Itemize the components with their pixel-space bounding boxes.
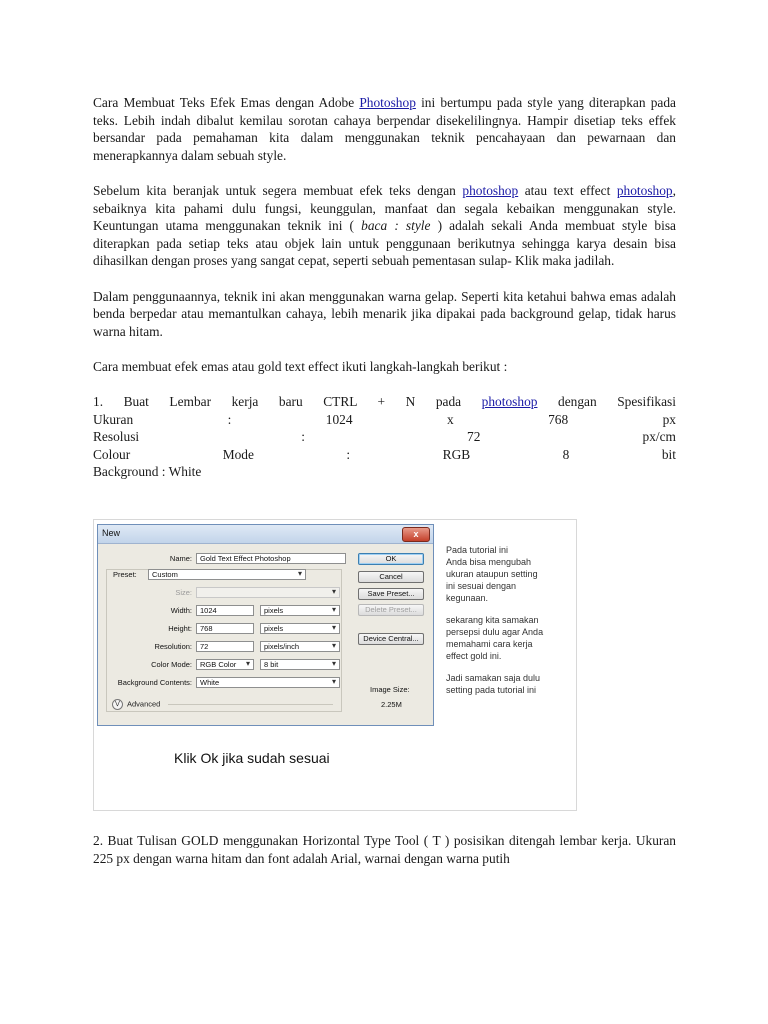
width-unit-select[interactable]: pixels ▾ (260, 605, 340, 616)
text: x (446, 411, 454, 427)
note-line: persepsi dulu agar Anda (446, 627, 544, 637)
paragraph-steps-intro: Cara membuat efek emas atau gold text effect ikuti langkah-langkah berikut : (93, 358, 508, 374)
text: 1. Buat Lembar kerja baru CTRL + N pada (93, 394, 482, 410)
text: ) adalah sekali Anda membuat style bisa diterapkan pada setiap teks atau objek lain untuk penggunaan berikutnya sehingga karya desain bisa dihasilkan dengan proses yang sangat cepat, seperti sebuah pementasan sulap- Klik maka jadilah. (93, 218, 676, 269)
image-size-value: 2.25M (381, 700, 402, 709)
size-label: Size: (175, 588, 192, 597)
color-mode-select[interactable]: RGB Color ▾ (196, 659, 254, 670)
width-input[interactable]: 1024 (196, 605, 254, 616)
chevron-down-icon: ⋁ (112, 699, 123, 710)
step-1 (93, 393, 676, 481)
text: 8 (562, 446, 570, 462)
width-label: Width: (170, 606, 192, 615)
name-label: Name: (169, 554, 192, 563)
text: dengan Spesifikasi (537, 394, 676, 410)
paragraph-style (93, 182, 676, 270)
note-line: setting pada tutorial ini (446, 685, 537, 695)
color-mode-label: Color Mode: (151, 660, 192, 669)
note-line: effect gold ini. (446, 651, 502, 661)
text: Colour (93, 446, 131, 462)
background-label: Background Contents: (117, 678, 192, 687)
preset-select[interactable]: Custom ▾ (148, 569, 306, 580)
close-button[interactable]: x (402, 527, 430, 542)
text: Ukuran (93, 411, 134, 427)
height-unit-select[interactable]: pixels ▾ (260, 623, 340, 634)
note-line: Pada tutorial ini (446, 545, 509, 555)
photoshop-link[interactable]: photoshop (462, 182, 519, 198)
advanced-toggle[interactable] (112, 699, 160, 710)
figure-caption: Klik Ok jika sudah sesuai (174, 750, 330, 766)
note-line: ini sesuai dengan (446, 581, 517, 591)
text: Mode (222, 446, 254, 462)
text: 72 (467, 429, 481, 445)
dialog-titlebar (98, 525, 433, 544)
resolution-input[interactable]: 72 (196, 641, 254, 652)
cancel-button[interactable]: Cancel (358, 571, 424, 583)
paragraph-dark: Dalam penggunaannya, teknik ini akan menggunakan warna gelap. Seperti kita ketahui bahwa emas adalah benda berpedar atau memantulkan cahaya, lebih menarik jika dipakai pada background gelap, tidak harus warna hitam. (93, 288, 676, 339)
new-document-dialog (97, 524, 434, 726)
spec-row-background: Background : White (93, 464, 202, 480)
size-select (196, 587, 340, 598)
device-central-button[interactable]: Device Central... (358, 633, 424, 645)
new-document-screenshot (93, 519, 577, 811)
height-label: Height: (168, 624, 192, 633)
ok-button[interactable]: OK (358, 553, 424, 565)
text: Resolusi (93, 429, 140, 445)
text: bit (661, 446, 676, 462)
background-select[interactable]: White ▾ (196, 677, 340, 688)
height-input[interactable]: 768 (196, 623, 254, 634)
step-1-heading (93, 393, 676, 411)
divider (168, 704, 333, 705)
photoshop-link[interactable]: photoshop (481, 394, 538, 410)
preset-label: Preset: (113, 570, 137, 579)
dialog-title: New (102, 528, 121, 538)
text: : (301, 429, 305, 445)
paragraph-intro (93, 94, 676, 164)
note-line: Jadi samakan saja dulu (446, 673, 541, 683)
bit-depth-select[interactable]: 8 bit ▾ (260, 659, 340, 670)
delete-preset-button: Delete Preset... (358, 604, 424, 616)
text: RGB (442, 446, 471, 462)
article-body (93, 94, 676, 481)
italic-text: baca : style (361, 218, 431, 234)
name-input[interactable]: Gold Text Effect Photoshop (196, 553, 346, 564)
spec-row-colour-mode (93, 446, 676, 464)
save-preset-button[interactable]: Save Preset... (358, 588, 424, 600)
note-line: sekarang kita samakan (446, 615, 539, 625)
note-gap (446, 604, 576, 614)
note-line: ukuran ataupun setting (446, 569, 538, 579)
text: , sebaiknya kita pahami dulu fungsi, keunggulan, manfaat dan segala kebaikan menggunakan style. Keuntungan utama menggunakan teknik ini ( (93, 182, 676, 234)
article-body-continued (93, 832, 676, 867)
image-size-label: Image Size: (370, 685, 410, 694)
spec-row-resolution (93, 428, 676, 446)
text: Cara Membuat Teks Efek Emas dengan Adobe (93, 95, 360, 110)
text: px/cm (642, 429, 676, 445)
text: px (662, 411, 676, 427)
advanced-label: Advanced (127, 699, 161, 709)
step-2: 2. Buat Tulisan GOLD menggunakan Horizontal Type Tool ( T ) posisikan ditengah lembar kerja. Ukuran 225 px dengan warna hitam dan font adalah Arial, warnai dengan warna putih (93, 833, 676, 866)
text: : (227, 411, 232, 427)
text: Sebelum kita beranjak untuk segera membuat efek teks dengan (93, 182, 463, 198)
text: atau text effect (518, 182, 617, 198)
spec-row-size (93, 411, 676, 429)
text: 768 (548, 411, 569, 427)
text: 1024 (325, 411, 353, 427)
note-line: Anda bisa mengubah (446, 557, 532, 567)
photoshop-link[interactable]: photoshop (616, 182, 673, 198)
resolution-unit-select[interactable]: pixels/inch ▾ (260, 641, 340, 652)
note-line: memahami cara kerja (446, 639, 533, 649)
note-gap (446, 662, 576, 672)
photoshop-link[interactable]: Photoshop (359, 95, 416, 110)
resolution-label: Resolution: (154, 642, 192, 651)
text: ini bertumpu pada style yang diterapkan pada teks. Lebih indah dibalut kemilau sorotan cahaya berpendar disekelilingnya. Hampir disetiap teks effek bersandar pada pemahaman kita dalam menggunakan teknik pencahayaan dan pewarnaan dan menerapkannya dalam sebuah style. (93, 95, 676, 163)
note-line: kegunaan. (446, 593, 489, 603)
figure-note (446, 544, 576, 696)
text: : (346, 446, 351, 462)
